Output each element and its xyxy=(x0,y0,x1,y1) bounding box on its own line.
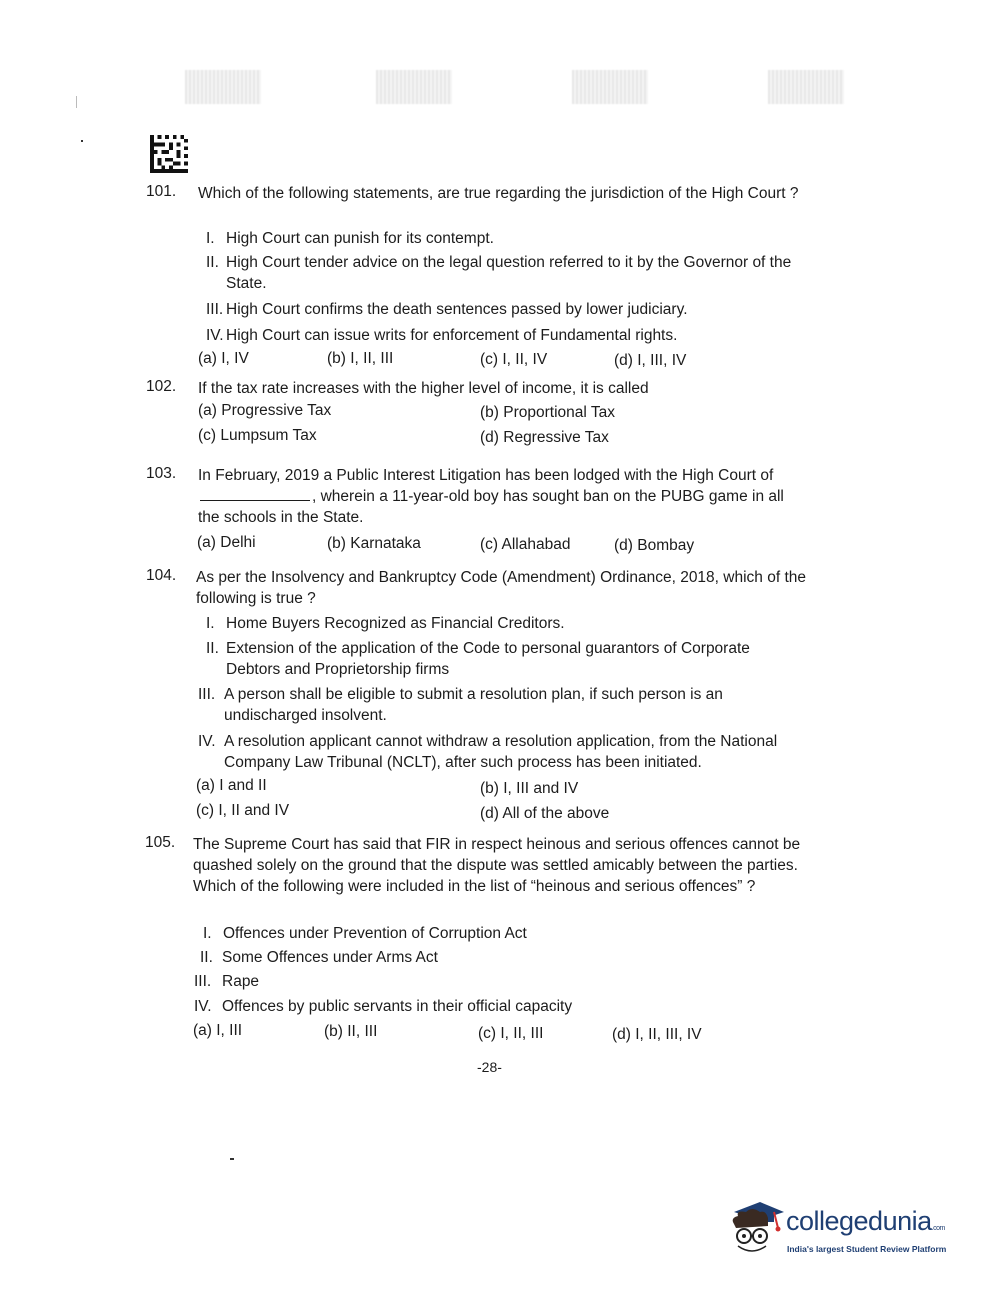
statement-text: Extension of the application of the Code to personal guarantors of Corporate Debtors and Proprietorship firms xyxy=(226,640,750,678)
scan-artifact xyxy=(572,70,648,104)
scan-artifact xyxy=(376,70,452,104)
option-d[interactable]: (d) Regressive Tax xyxy=(480,429,609,446)
option-c[interactable]: (c) I, II, III xyxy=(478,1025,544,1042)
question-text: If the tax rate increases with the higher level of income, it is called xyxy=(198,380,649,397)
option-c[interactable]: (c) I, II, IV xyxy=(480,351,548,368)
statement-text: Offences under Prevention of Corruption Act xyxy=(223,925,527,942)
question-number: 101. xyxy=(146,183,177,200)
scan-mark xyxy=(76,96,77,108)
mascot-icon xyxy=(726,1198,784,1260)
qr-code-icon xyxy=(150,135,188,173)
question-text: Which of the following statements, are true regarding the jurisdiction of the High Court ? xyxy=(198,185,799,202)
option-d[interactable]: (d) I, III, IV xyxy=(614,352,687,369)
page-number: -28- xyxy=(477,1059,502,1075)
option-a[interactable]: (a) I, III xyxy=(193,1022,243,1039)
option-a[interactable]: (a) I and II xyxy=(196,777,267,794)
statement-text: Some Offences under Arms Act xyxy=(222,949,438,966)
option-d[interactable]: (d) Bombay xyxy=(614,537,695,554)
statement-text: Home Buyers Recognized as Financial Creditors. xyxy=(226,615,565,632)
brand-name-text: collegedunia xyxy=(786,1206,932,1236)
scan-mark xyxy=(230,1158,234,1160)
option-b[interactable]: (b) I, II, III xyxy=(327,350,394,367)
question-number: 102. xyxy=(146,378,177,395)
brand-com: .com xyxy=(931,1225,945,1232)
statement-roman: IV. xyxy=(194,998,212,1015)
statement-roman: I. xyxy=(206,615,215,632)
option-c[interactable]: (c) I, II and IV xyxy=(196,802,290,819)
scan-artifact xyxy=(185,70,261,104)
statement-roman: III. xyxy=(206,301,224,318)
question-text xyxy=(198,465,808,528)
statement-text: High Court confirms the death sentences passed by lower judiciary. xyxy=(226,301,688,318)
question-text-part: , wherein a 11-year-old boy has sought ban on the PUBG game in all the schools in the State. xyxy=(198,488,784,526)
question-text: As per the Insolvency and Bankruptcy Code (Amendment) Ordinance, 2018, which of the following is true ? xyxy=(196,569,807,607)
question-text-part: In February, 2019 a Public Interest Litigation has been lodged with the High Court of xyxy=(198,467,774,484)
question-number: 103. xyxy=(146,465,177,482)
option-c[interactable]: (c) Lumpsum Tax xyxy=(198,427,317,444)
statement-roman: I. xyxy=(206,230,215,247)
option-d[interactable]: (d) All of the above xyxy=(480,805,610,822)
statement-roman: III. xyxy=(194,973,212,990)
statement-text: A person shall be eligible to submit a resolution plan, if such person is an undischarged insolvent. xyxy=(224,686,723,724)
statement-text: A resolution applicant cannot withdraw a resolution application, from the National Company Law Tribunal (NCLT), after such process has been initiated. xyxy=(224,733,778,771)
question-number: 104. xyxy=(146,567,177,584)
statement-text: High Court tender advice on the legal question referred to it by the Governor of the State. xyxy=(226,254,792,292)
option-b[interactable]: (b) Proportional Tax xyxy=(480,404,615,421)
collegedunia-logo[interactable] xyxy=(726,1198,956,1268)
statement-text: Rape xyxy=(222,973,260,990)
option-a[interactable]: (a) I, IV xyxy=(198,350,249,367)
scan-mark xyxy=(81,140,83,142)
statement-roman: IV. xyxy=(198,733,216,750)
statement-roman: IV. xyxy=(206,327,224,344)
statement-text: High Court can issue writs for enforcement of Fundamental rights. xyxy=(226,327,678,344)
option-a[interactable]: (a) Progressive Tax xyxy=(198,402,332,419)
statement-roman: II. xyxy=(206,640,219,657)
option-b[interactable]: (b) I, III and IV xyxy=(480,780,579,797)
statement-roman: II. xyxy=(206,254,219,271)
question-number: 105. xyxy=(145,834,176,851)
brand-tagline: India's largest Student Review Platform xyxy=(787,1244,947,1254)
option-b[interactable]: (b) Karnataka xyxy=(327,535,421,552)
brand-name xyxy=(786,1206,945,1237)
statement-roman: I. xyxy=(203,925,212,942)
option-b[interactable]: (b) II, III xyxy=(324,1023,378,1040)
scan-artifact xyxy=(768,70,844,104)
fill-in-blank xyxy=(200,500,310,501)
statement-roman: II. xyxy=(200,949,213,966)
statement-text: High Court can punish for its contempt. xyxy=(226,230,494,247)
option-a[interactable]: (a) Delhi xyxy=(197,534,256,551)
question-text: The Supreme Court has said that FIR in respect heinous and serious offences cannot be quashed solely on the ground that the dispute was settled amicably between the parties. Which of the following were included in the list of “heinous and serious offences” ? xyxy=(193,836,801,895)
option-c[interactable]: (c) Allahabad xyxy=(480,536,571,553)
option-d[interactable]: (d) I, II, III, IV xyxy=(612,1026,702,1043)
statement-text: Offences by public servants in their official capacity xyxy=(222,998,573,1015)
statement-roman: III. xyxy=(198,686,216,703)
